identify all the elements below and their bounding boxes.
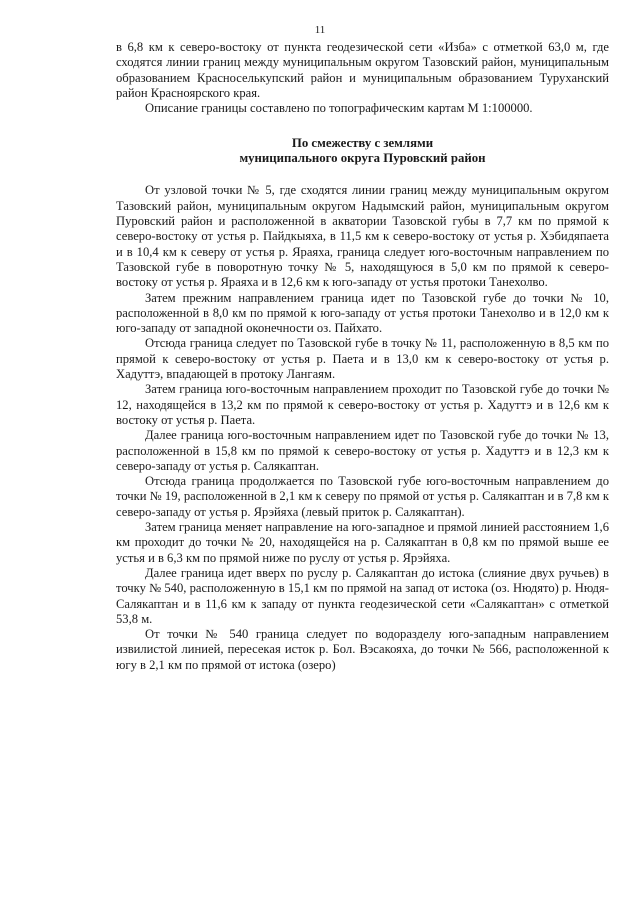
section-heading	[116, 136, 609, 166]
intro-paragraph: в 6,8 км к северо-востоку от пункта геодезической сети «Изба» с отметкой 63,0 м, где сходятся линии границ между муниципальным округом Тазовский район, муниципальным образованием Красноселькупский район и муниципальным образованием Туруханский район Красноярского края.	[116, 40, 609, 100]
section-heading-line: По смежеству с землями	[291, 136, 434, 151]
body-paragraph: Затем граница меняет направление на юго-западное и прямой линией расстоянием 1,6 км проходит до точки № 20, находящейся на р. Салякаптан в 0,8 км по прямой выше ее устья и в 6,3 км по прямой ниже по руслу от устья р. Ярэйяха.	[116, 520, 609, 565]
intro-paragraph: Описание границы составлено по топографическим картам М 1:100000.	[145, 101, 533, 116]
document-body	[116, 40, 609, 673]
page-number: 11	[314, 24, 326, 36]
body-paragraph: Затем прежним направлением граница идет по Тазовской губе до точки № 10, расположенной в 8,0 км по прямой к юго-западу от устья протоки Танехолво и в 12,0 км к юго-западу от западной оконечности оз. Пайхато.	[116, 290, 609, 336]
body-paragraph: Далее граница юго-восточным направлением идет по Тазовской губе до точки № 13, расположенной в 15,8 км по прямой к северо-востоку от устья р. Хадуттэ и в 12,3 км к северо-западу от устья р. Салякаптан.	[116, 428, 609, 473]
body-paragraph: Затем граница юго-восточным направлением проходит по Тазовской губе до точки № 12, находящейся в 13,2 км по прямой к северо-востоку от устья р. Хадуттэ и в 12,6 км к востоку от устья р. Паета.	[116, 382, 609, 427]
body-paragraph: От точки № 540 граница следует по водоразделу юго-западным направлением извилистой линией, пересекая исток р. Бол. Вэсакояха, до точки № 566, расположенной к югу в 2,1 км по прямой от истока (озеро)	[116, 627, 609, 672]
body-paragraph: Отсюда граница следует по Тазовской губе в точку № 11, расположенную в 8,5 км по прямой к северо-востоку от устья р. Паета и в 13,0 км к северо-востоку от устья р. Хадуттэ, впадающей в протоку Лангаям.	[116, 336, 609, 382]
body-paragraph: От узловой точки № 5, где сходятся линии границ между муниципальным округом Тазовский район, муниципальным округом Надымский район, муниципальным округом Пуровский район и расположенной в акватории Тазовской губы в 7,7 км по прямой к северо-востоку от устья р. Пайдкыяха, в 11,5 км к северо-востоку от устья р. Хэбидяпаета и в 10,4 км к северу от устья р. Яраяха, граница следует юго-восточным направлением по Тазовской губе в поворотную точку № 5, находящуюся в 5,0 км по прямой к северо-востоку от устья р. Яраяха и в 12,6 км к юго-западу от устья протоки Танехолво.	[116, 183, 609, 290]
section-heading-line: муниципального округа Пуровский район	[239, 151, 486, 166]
body-paragraph: Далее граница идет вверх по руслу р. Салякаптан до истока (слияние двух ручьев) в точку № 540, расположенную в 15,1 км по прямой на запад от истока (оз. Нюдято) р. Нюдя-Салякаптан и в 11,6 км к западу от пункта геодезической сети «Салякаптан» с отметкой 53,8 м.	[116, 565, 609, 626]
body-paragraph: Отсюда граница продолжается по Тазовской губе юго-восточным направлением до точки № 19, расположенной в 2,1 км к северу по прямой от устья р. Салякаптан и в 7,8 км к северо-западу от устья р. Ярэйяха (левый приток р. Салякаптан).	[116, 474, 609, 519]
